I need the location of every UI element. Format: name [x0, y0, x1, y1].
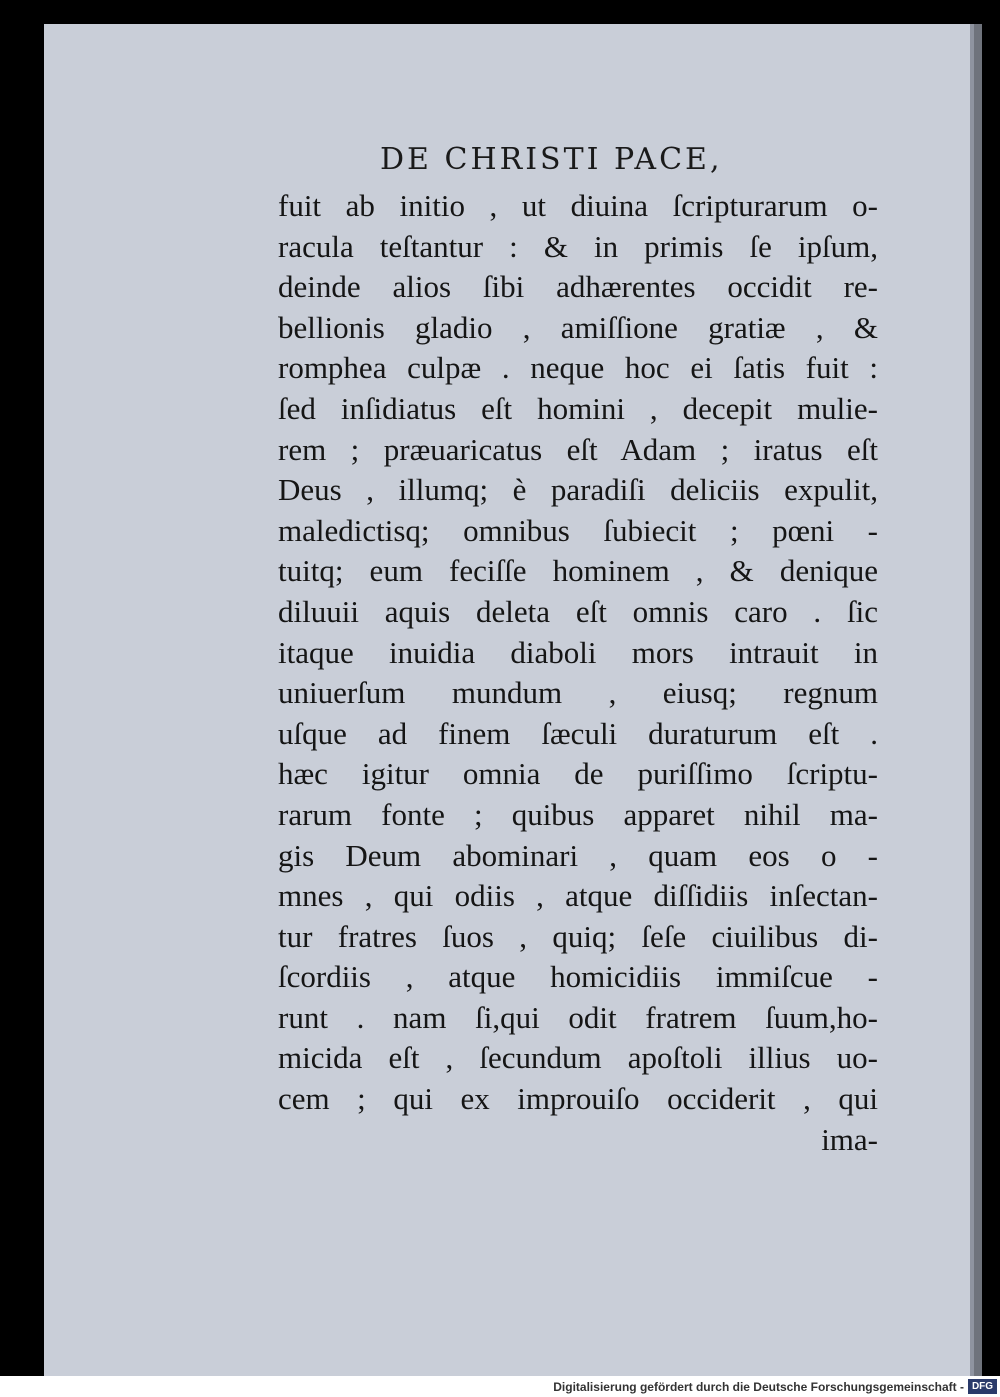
text-line: fuit ab initio , ut diuina ſcripturarum o- [278, 188, 878, 223]
text-line: itaque inuidia diaboli mors intrauit in [278, 634, 878, 670]
dfg-logo: DFG [968, 1379, 997, 1394]
footer-bar [0, 1376, 1000, 1397]
text-line: ſcordiis , atque homicidiis immiſcue - [278, 959, 878, 995]
text-line: bellionis gladio , amiſſione gratiæ , & [278, 309, 878, 345]
text-line: cem ; qui ex improuiſo occiderit , qui [278, 1081, 878, 1117]
text-line: ſed inſidiatus eſt homini , decepit mulie- [278, 390, 878, 426]
text-line: uniuerſum mundum , eiusq; regnum [278, 675, 878, 711]
text-line: deinde alios ſibi adhærentes occidit re- [278, 269, 878, 305]
text-line: gis Deum abominari , quam eos o - [278, 837, 878, 873]
text-line: tuitq; eum feciſſe hominem , & denique [278, 553, 878, 589]
text-line: micida eſt , ſecundum apoſtoli illius uo- [278, 1040, 878, 1076]
text-line: romphea culpæ . neque hoc ei ſatis fuit : [278, 350, 878, 386]
text-line: rem ; præuaricatus eſt Adam ; iratus eſt [278, 431, 878, 467]
text-line: runt . nam ſi,qui odit fratrem ſuum,ho- [278, 999, 878, 1035]
catchword: ima- [821, 1121, 878, 1157]
text-line: Deus , illumq; è paradiſi deliciis expulit, [278, 472, 878, 508]
running-head: DE CHRISTI PACE, [380, 142, 723, 177]
funding-credit: Digitalisierung gefördert durch die Deutsche Forschungsgemeinschaft - [553, 1380, 964, 1394]
body-text [278, 186, 878, 1160]
text-line: uſque ad finem ſæculi duraturum eſt . [278, 715, 878, 751]
text-line: tur fratres ſuos , quiq; ſeſe ciuilibus di- [278, 918, 878, 954]
text-line: maledictisq; omnibus ſubiecit ; pœni - [278, 512, 878, 548]
text-line: racula teſtantur : & in primis ſe ipſum, [278, 228, 878, 264]
text-line: mnes , qui odiis , atque diſſidiis inſectan- [278, 878, 878, 914]
text-line: diluuii aquis deleta eſt omnis caro . ſic [278, 593, 878, 629]
text-line: hæc igitur omnia de puriſſimo ſcriptu- [278, 756, 878, 792]
text-line: rarum fonte ; quibus apparet nihil ma- [278, 796, 878, 832]
page-edge [974, 24, 982, 1376]
